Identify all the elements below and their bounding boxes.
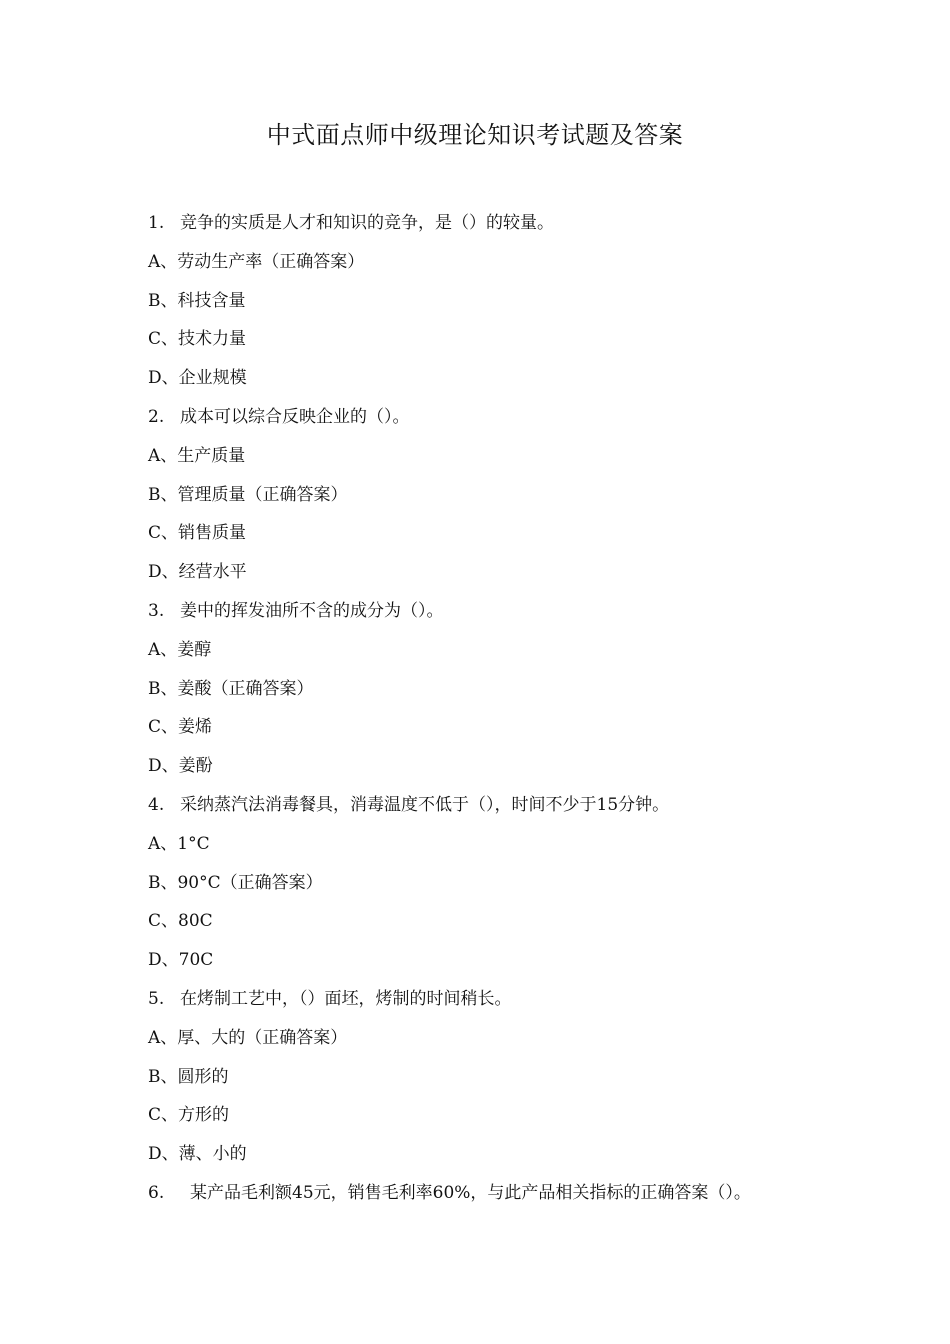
question-number: 3. [148,600,165,621]
question-1 [148,208,868,247]
question-number: 1. [148,213,165,233]
question-4 [148,790,868,829]
option-2c: C、销售质量 [148,523,247,544]
option-1b: B、科技含量 [148,290,246,311]
page-title: 中式面点师中级理论知识考试题及答案 [266,121,684,149]
option-1c: C、技术力量 [148,329,247,350]
question-text: 姜中的挥发油所不含的成分为（）。 [180,600,444,621]
question-number: 4. [148,794,165,815]
option-5c: C、方形的 [148,1105,230,1126]
option-2a: A、生产质量 [148,445,246,466]
question-number: 2. [148,406,165,427]
option-5d: D、薄、小的 [148,1144,247,1165]
question-list [148,208,868,1217]
question-text: 采纳蒸汽法消毒餐具，消毒温度不低于（），时间不少于15分钟。 [180,794,670,815]
option-5a: A、厚、大的（正确答案） [148,1027,348,1048]
question-3 [148,596,868,635]
question-text: 成本可以综合反映企业的（）。 [180,406,410,427]
option-2b: B、管理质量（正确答案） [148,484,348,505]
option-5b: B、圆形的 [148,1066,229,1087]
question-number: 6. [148,1182,165,1203]
question-6 [148,1178,868,1217]
option-3a: A、姜醇 [148,639,212,660]
option-3b: B、姜酸（正确答案） [148,678,314,699]
question-5 [148,984,868,1023]
question-text: 竞争的实质是人才和知识的竞争，是（）的较量。 [180,213,554,233]
question-text: 在烤制工艺中，（）面坯，烤制的时间稍长。 [180,988,512,1009]
question-2 [148,402,868,441]
question-number: 5. [148,988,165,1009]
option-4b: B、90°C（正确答案） [148,872,323,893]
option-2d: D、经营水平 [148,562,247,583]
question-text: 某产品毛利额45元，销售毛利率60%，与此产品相关指标的正确答案（）。 [190,1182,751,1203]
option-1a: A、劳动生产率（正确答案） [148,251,365,272]
option-4a: A、1°C [148,833,210,854]
option-3d: D、姜酚 [148,756,213,777]
option-4d: D、70C [148,950,214,971]
option-3c: C、姜烯 [148,717,213,738]
option-4c: C、80C [148,911,213,932]
option-1d: D、企业规模 [148,368,247,389]
